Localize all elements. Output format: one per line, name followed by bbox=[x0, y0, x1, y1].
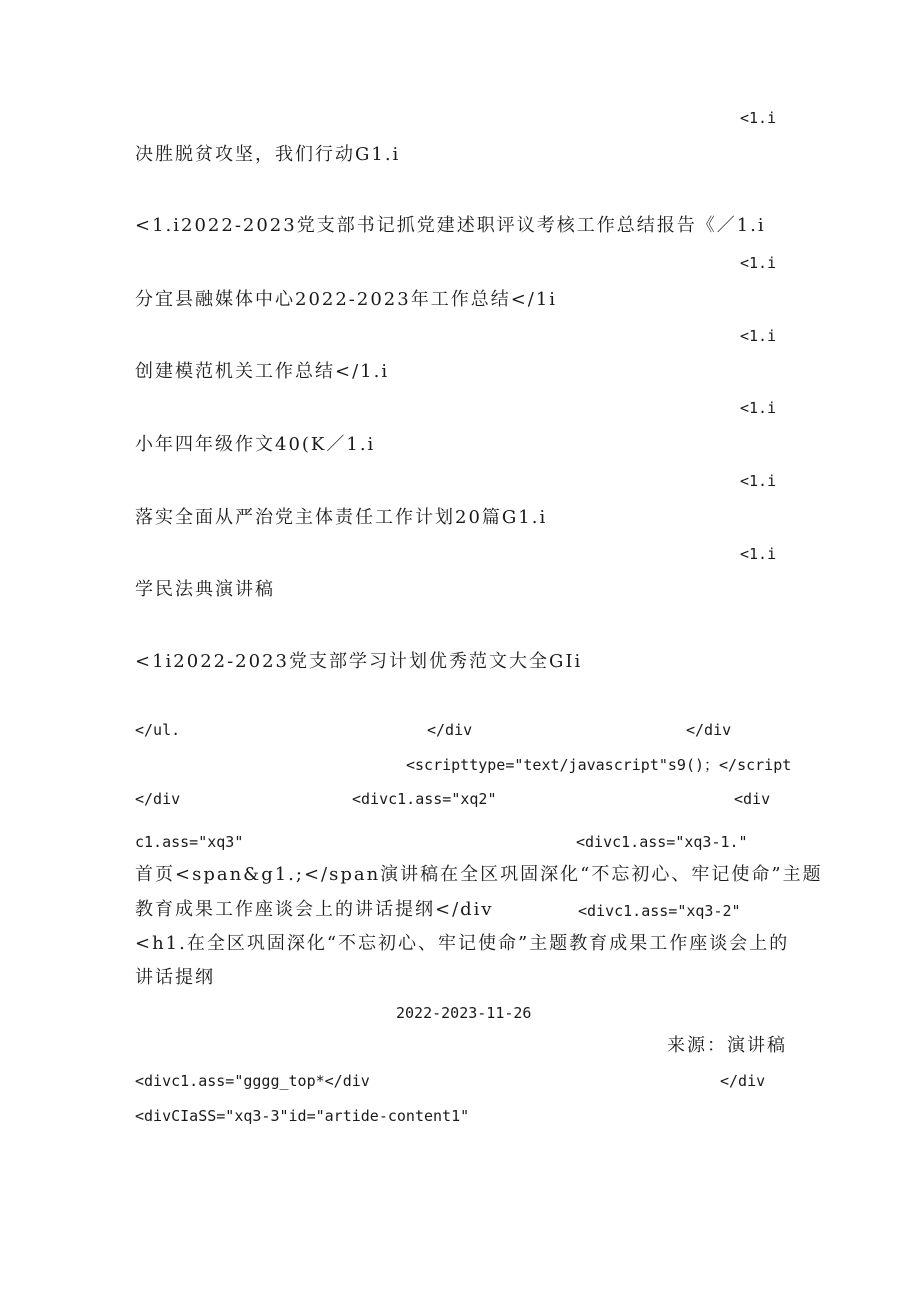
code-fragment: <divc1.ass="xq3-2" bbox=[578, 902, 741, 920]
breadcrumb: 首页<span&g1.;</span演讲稿在全区巩固深化“不忘初心、牢记使命”主题 bbox=[135, 864, 823, 885]
code-fragment: </div bbox=[427, 721, 473, 739]
article-link[interactable]: 学民法典演讲稿 bbox=[135, 579, 275, 600]
code-fragment: </div bbox=[686, 721, 732, 739]
article-link[interactable]: 落实全面从严治党主体责任工作计划20篇G1.i bbox=[135, 507, 548, 528]
list-marker: <1.i bbox=[740, 472, 777, 490]
article-link[interactable]: <1i2022-2023党支部学习计划优秀范文大全GIi bbox=[135, 651, 583, 672]
page-title: 讲话提纲 bbox=[135, 967, 215, 988]
code-fragment: <divc1.ass="xq3-1." bbox=[576, 833, 748, 851]
list-marker: <1.i bbox=[740, 399, 777, 417]
article-link[interactable]: <1.i2022-2023党支部书记抓党建述职评议考核工作总结报告《／1.i bbox=[135, 215, 766, 236]
code-fragment: <divCIaSS="xq3-3"id="artide-content1" bbox=[135, 1107, 470, 1125]
list-marker: <1.i bbox=[740, 545, 777, 563]
page-title: <h1.在全区巩固深化“不忘初心、牢记使命”主题教育成果工作座谈会上的 bbox=[135, 933, 790, 954]
list-marker: <1.i bbox=[740, 109, 777, 127]
code-fragment: c1.ass="xq3" bbox=[135, 833, 244, 851]
article-link[interactable]: 分宜县融媒体中心2022-2023年工作总结</1i bbox=[135, 289, 558, 310]
code-fragment: <div bbox=[734, 790, 771, 808]
article-link[interactable]: 创建模范机关工作总结</1.i bbox=[135, 361, 390, 382]
code-fragment: <divc1.ass="gggg_top*</div bbox=[135, 1072, 370, 1090]
source-label: 来源：演讲稿 bbox=[667, 1035, 787, 1056]
publish-date: 2022-2023-11-26 bbox=[396, 1004, 532, 1022]
code-fragment: <divc1.ass="xq2" bbox=[352, 790, 497, 808]
breadcrumb: 教育成果工作座谈会上的讲话提纲</div bbox=[135, 899, 494, 920]
list-marker: <1.i bbox=[740, 254, 777, 272]
code-fragment: </div bbox=[135, 790, 181, 808]
article-link[interactable]: 决胜脱贫攻坚，我们行动G1.i bbox=[135, 144, 401, 165]
code-fragment: <scripttype="text/javascript"s9()；</script bbox=[406, 756, 792, 774]
code-fragment: </ul. bbox=[135, 721, 181, 739]
list-marker: <1.i bbox=[740, 327, 777, 345]
code-fragment: </div bbox=[720, 1072, 766, 1090]
article-link[interactable]: 小年四年级作文40(K／1.i bbox=[135, 434, 376, 455]
